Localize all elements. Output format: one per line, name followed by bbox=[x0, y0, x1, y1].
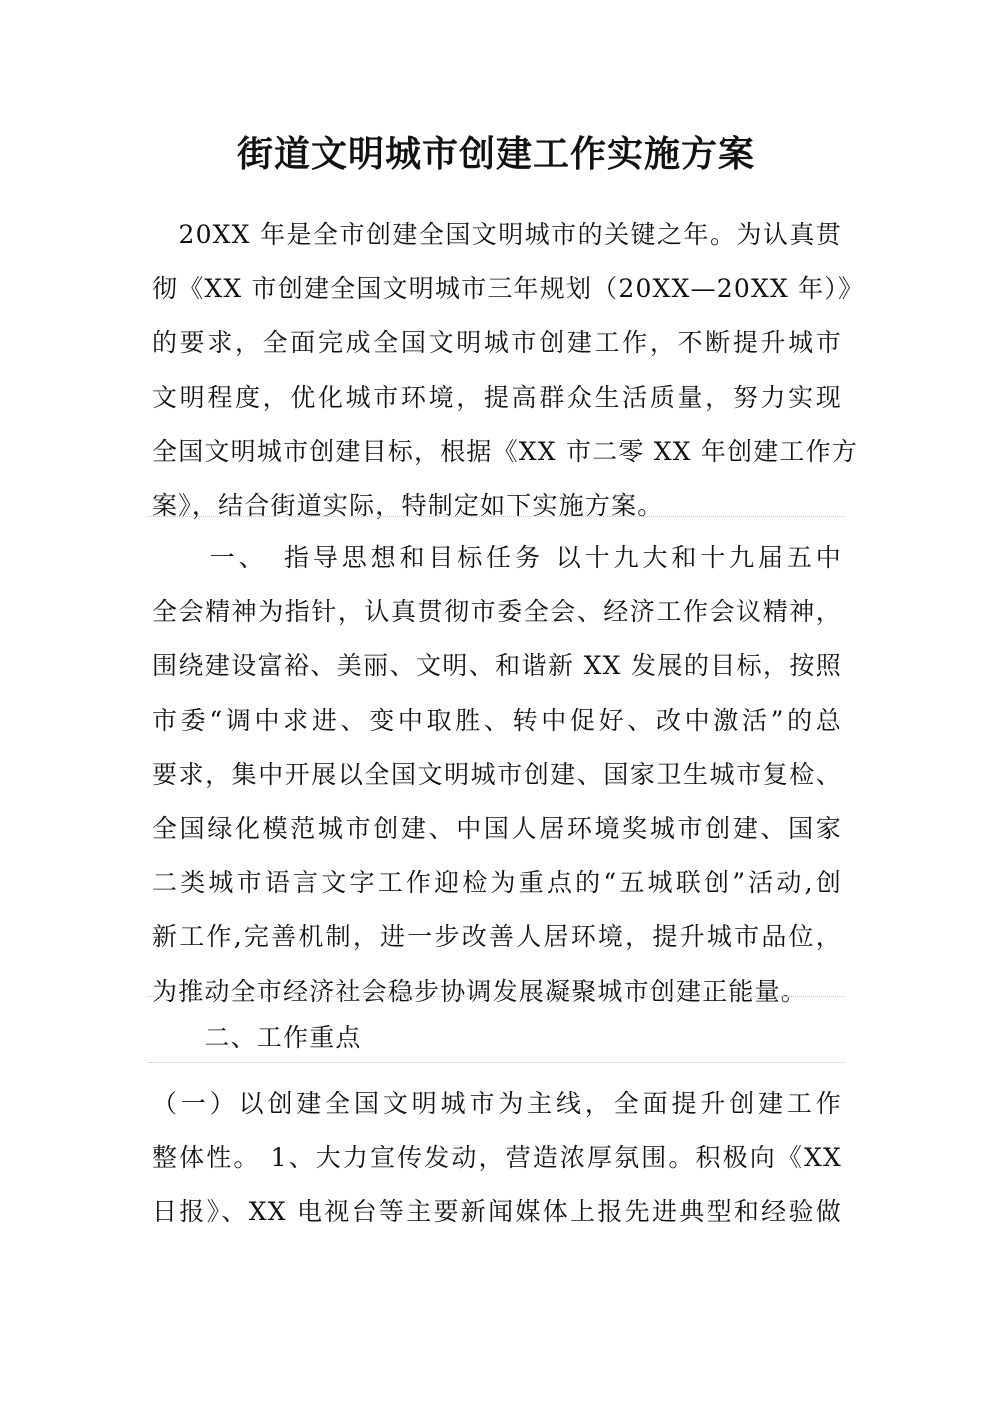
section-1-line: 要求，集中开展以全国文明城市创建、国家卫生城市复检、 bbox=[152, 759, 842, 789]
intro-line: 的要求，全面完成全国文明城市创建工作，不断提升城市 bbox=[152, 328, 842, 358]
section-2-line: 整体性。 1、大力宣传发动，营造浓厚氛围。积极向《XX bbox=[152, 1143, 842, 1173]
section-2-line: 日报》、XX 电视台等主要新闻媒体上报先进典型和经验做 bbox=[152, 1197, 842, 1227]
section-2-heading-block bbox=[152, 1011, 842, 1065]
dotted-divider bbox=[148, 1062, 844, 1063]
section-2-line: （一）以创建全国文明城市为主线，全面提升创建工作 bbox=[152, 1089, 842, 1118]
dotted-divider bbox=[148, 516, 844, 517]
intro-line: 案》，结合街道实际，特制定如下实施方案。 bbox=[152, 491, 664, 521]
section-1-line: 全国绿化模范城市创建、中国人居环境奖城市创建、国家 bbox=[152, 814, 842, 844]
section-1-line: 围绕建设富裕、美丽、文明、和谐新 XX 发展的目标，按照 bbox=[152, 651, 842, 681]
intro-line: 文明程度，优化城市环境，提高群众生活质量，努力实现 bbox=[152, 382, 842, 412]
section-2-paragraph bbox=[152, 1077, 842, 1240]
section-2-heading: 二、工作重点 bbox=[152, 1023, 362, 1052]
section-1-paragraph bbox=[152, 531, 842, 1019]
intro-line: 20XX 年是全市创建全国文明城市的关键之年。为认真贯 bbox=[152, 220, 842, 249]
section-1-line: 全会精神为指针，认真贯彻市委全会、经济工作会议精神， bbox=[152, 597, 842, 627]
section-1-line: 为推动全市经济社会稳步协调发展凝聚城市创建正能量。 bbox=[152, 976, 808, 1006]
section-1-line: 市委“调中求进、变中取胜、转中促好、改中激活”的总 bbox=[152, 705, 842, 735]
section-1-line: 二类城市语言文字工作迎检为重点的“五城联创”活动,创 bbox=[152, 868, 842, 898]
intro-line: 彻《XX 市创建全国文明城市三年规划（20XX—20XX 年）》 bbox=[152, 274, 865, 304]
document-title: 街道文明城市创建工作实施方案 bbox=[236, 133, 755, 175]
section-1-line: 一、 指导思想和目标任务 以十九大和十九届五中 bbox=[152, 543, 842, 572]
section-1-line: 新工作,完善机制，进一步改善人居环境，提升城市品位， bbox=[152, 922, 842, 952]
dotted-divider bbox=[148, 996, 844, 997]
intro-line: 全国文明城市创建目标，根据《XX 市二零 XX 年创建工作方 bbox=[152, 436, 859, 466]
intro-paragraph bbox=[152, 208, 865, 533]
